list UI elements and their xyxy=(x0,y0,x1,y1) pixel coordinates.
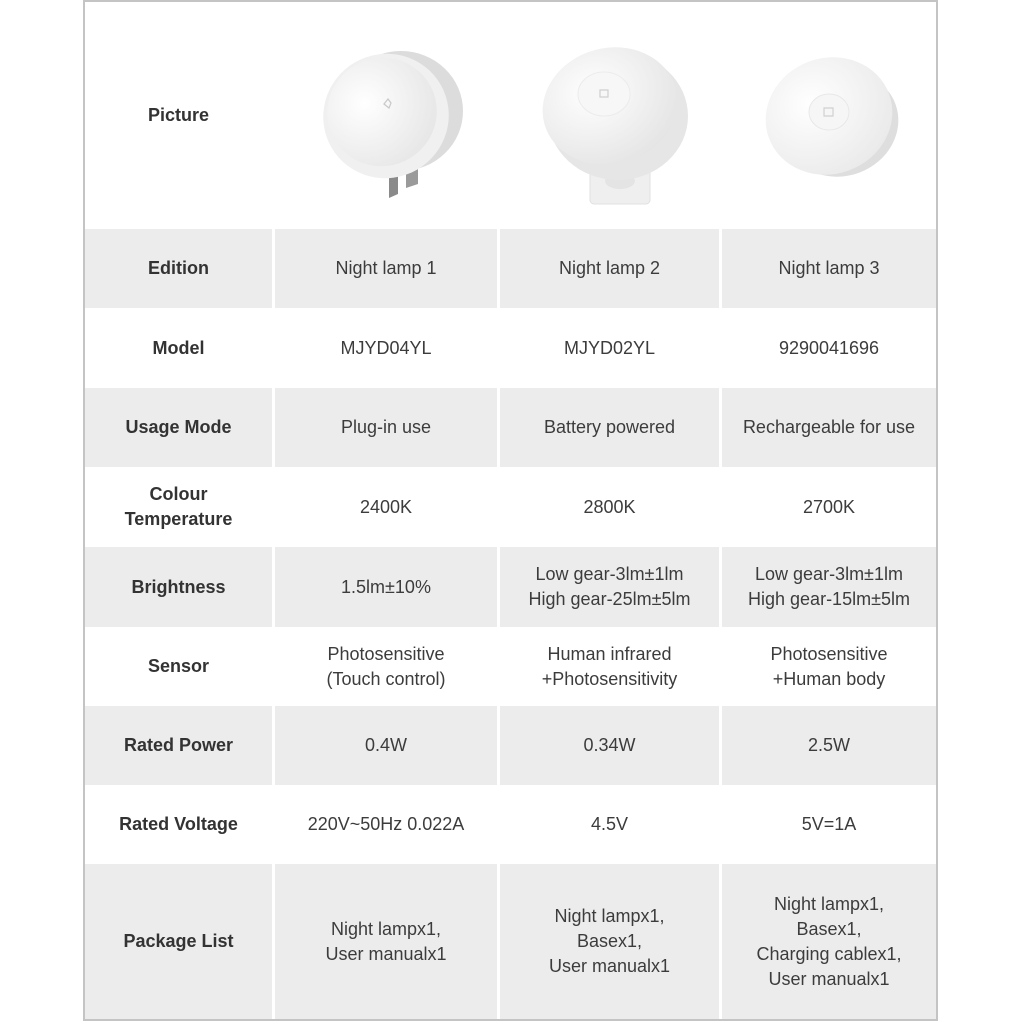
cell-value: Photosensitive +Human body xyxy=(722,627,936,706)
row-rated-voltage xyxy=(85,785,936,864)
cell-value: Plug-in use xyxy=(275,388,497,467)
row-usage-mode xyxy=(85,388,936,467)
cell-value: Human infrared +Photosensitivity xyxy=(500,627,719,706)
row-brightness xyxy=(85,547,936,627)
rechargeable-night-lamp-image xyxy=(729,16,929,216)
cell-value: 2.5W xyxy=(722,706,936,785)
cell-value: Night lampx1, Basex1, User manualx1 xyxy=(500,864,719,1019)
product-image-3 xyxy=(722,2,936,229)
row-label: Colour Temperature xyxy=(85,467,272,547)
row-label-picture: Picture xyxy=(85,2,272,229)
cell-value: Night lamp 3 xyxy=(722,229,936,308)
cell-value: 220V~50Hz 0.022A xyxy=(275,785,497,864)
picture-row xyxy=(85,2,936,229)
cell-value: Low gear-3lm±1lm High gear-25lm±5lm xyxy=(500,547,719,627)
cell-value: 0.34W xyxy=(500,706,719,785)
row-label: Package List xyxy=(85,864,272,1019)
row-label: Brightness xyxy=(85,547,272,627)
cell-value: Photosensitive (Touch control) xyxy=(275,627,497,706)
cell-value: 1.5lm±10% xyxy=(275,547,497,627)
cell-value: 2800K xyxy=(500,467,719,547)
cell-value: 0.4W xyxy=(275,706,497,785)
cell-value: Low gear-3lm±1lm High gear-15lm±5lm xyxy=(722,547,936,627)
cell-value: Night lampx1, Basex1, Charging cablex1, User manualx1 xyxy=(722,864,936,1019)
row-label: Edition xyxy=(85,229,272,308)
row-label: Rated Voltage xyxy=(85,785,272,864)
row-rated-power xyxy=(85,706,936,785)
row-edition xyxy=(85,229,936,308)
row-sensor xyxy=(85,627,936,706)
cell-value: 5V=1A xyxy=(722,785,936,864)
cell-value: 9290041696 xyxy=(722,308,936,388)
comparison-table xyxy=(83,0,938,1021)
row-label: Usage Mode xyxy=(85,388,272,467)
cell-value: Night lamp 1 xyxy=(275,229,497,308)
product-image-2 xyxy=(500,2,719,229)
cell-value: Night lampx1, User manualx1 xyxy=(275,864,497,1019)
row-model xyxy=(85,308,936,388)
cell-value: 4.5V xyxy=(500,785,719,864)
product-image-1 xyxy=(275,2,497,229)
cell-value: Rechargeable for use xyxy=(722,388,936,467)
cell-value: MJYD02YL xyxy=(500,308,719,388)
row-label: Sensor xyxy=(85,627,272,706)
cell-value: Night lamp 2 xyxy=(500,229,719,308)
row-label: Rated Power xyxy=(85,706,272,785)
row-package-list xyxy=(85,864,936,1019)
cell-value: 2700K xyxy=(722,467,936,547)
plug-in-night-lamp-image xyxy=(286,16,486,216)
row-colour-temperature xyxy=(85,467,936,547)
cell-value: Battery powered xyxy=(500,388,719,467)
row-label: Model xyxy=(85,308,272,388)
motion-sensor-night-lamp-image xyxy=(510,16,710,216)
cell-value: 2400K xyxy=(275,467,497,547)
cell-value: MJYD04YL xyxy=(275,308,497,388)
